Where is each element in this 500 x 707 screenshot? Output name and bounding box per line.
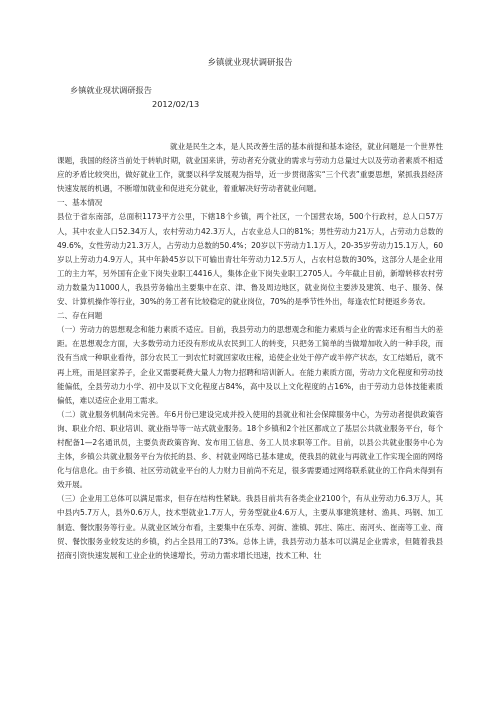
document-date: 2012/02/13 bbox=[152, 99, 200, 109]
document-title: 乡镇就业现状调研报告 bbox=[207, 58, 293, 68]
paragraph-problem-3: （三）企业用工总体可以满足需求，但存在结构性紧缺。我县目前共有各类企业2100个，有从业劳动力6.3万人，其中县内5.7万人，县外0.6万人，技术型就业1.7万人，劳务型就业4.6万人，主要从事建筑建材、渔具、玛钢、加工制造、餐饮服务等行业。从就业区域分布看，主要集中在乐寿、河街、淮镇、郭庄、陈庄、南河头、崔南等工业、商贸、餐饮服务业较发达的乡镇，约占全县用工的73%。总体上讲，我县劳动力基本可以满足企业需求，但随着我县招商引资快速发展和工业企业的快速增长，劳动力需求增长迅速，技术工种、壮 bbox=[57, 494, 443, 560]
section-heading-basic: 一、基本情况 bbox=[57, 198, 103, 208]
paragraph-problem-2: （二）就业服务机制尚未完善。年6月份已建设完成并投入使用的县就业和社会保障服务中心，为劳动者提供政策咨询、职业介绍、职业培训、就业指导等一站式就业服务。18个乡镇和2个社区都成立了基层公共就业服务平台，每个村配备1—2名通讯员，主要负责政策咨询、发布用工信息、务工人员求职等工作。目前，以县公共就业服务中心为主体，乡镇公共就业服务平台为依托的县、乡、村就业网络已基本建成，使我县的就业与再就业工作实现全面的网络化与信息化。由于乡镇、社区劳动就业平台的人力财力目前尚不充足，很多需要通过网络联系就业的工作尚未得到有效开展。 bbox=[57, 409, 443, 490]
paragraph-problem-1: （一）劳动力的思想观念和能力素质不适应。目前，我县劳动力的思想观念和能力素质与企业的需求还有相当大的差距。在思想观念方面，大多数劳动力还没有形成从农民到工人的转变，只把务工简单的当做增加收入的一种手段，而没有当成一种职业看待，部分农民工一到农忙时就回家收庄稼，追使企业处于停产或半停产状态，女工结婚后，就不再上班，而是回家养子，企业又需要耗费大量人力物力招聘和培训新人。在能力素质方面，劳动力文化程度和劳动技能偏低，全县劳动力小学、初中及以下文化程度占84%，高中及以上文化程度的占16%，由于劳动力总体技能素质偏低，难以适应企业用工需求。 bbox=[57, 325, 443, 405]
paragraph-basic-info: 县位于省东南部，总面积1173平方公里，下辖18个乡镇，两个社区，一个国营农场，500个行政村，总人口57万人，其中农业人口52.34万人，农村劳动力42.3万人，占农业总人口的81%；男性劳动力21万人，占劳动力总数的49.6%，女性劳动力21.3万人，占劳动力总数的50.4%；20岁以下劳动力1.1万人，20-35岁劳动力15.1万人，60岁以上劳动力4.9万人，其中年龄45岁以下可输出青壮年劳动力12.5万人，占农村总数的30%，这部分人是企业用工的主力军，另外国有企业下岗失业职工4416人，集体企业下岗失业职工2705人。今年截止目前，新增转移农村劳动力数量为11000人，我县劳务输出主要集中在京、津、鲁及周边地区，就业岗位主要涉及建筑、电子、服务、保安、计算机操作等行业，30%的务工者有比较稳定的就业岗位，70%的是季节性外出，每逢农忙时便返乡务农。 bbox=[57, 212, 443, 307]
document-subtitle: 乡镇就业现状调研报告 bbox=[70, 85, 152, 95]
paragraph-intro bbox=[57, 140, 443, 196]
paragraph-text: 就业是民生之本，是人民改善生活的基本前提和基本途径，就业问题是一个世界性课题，我国的经济当前处于转轨时期，就业国来讲，劳动者充分就业的需求与劳动力总量过大以及劳动者素质不相适应的矛盾比较突出，做好就业工作，就要以科学发展观为指导，近一步贯彻落实“三个代表”重要思想，紧抓我县经济快速发展的机遇，不断增加就业和促进充分就业，着重解决好劳动者就业问题。 bbox=[57, 142, 443, 194]
document-body bbox=[57, 140, 443, 563]
section-heading-problems: 二、存在问题 bbox=[57, 311, 103, 321]
